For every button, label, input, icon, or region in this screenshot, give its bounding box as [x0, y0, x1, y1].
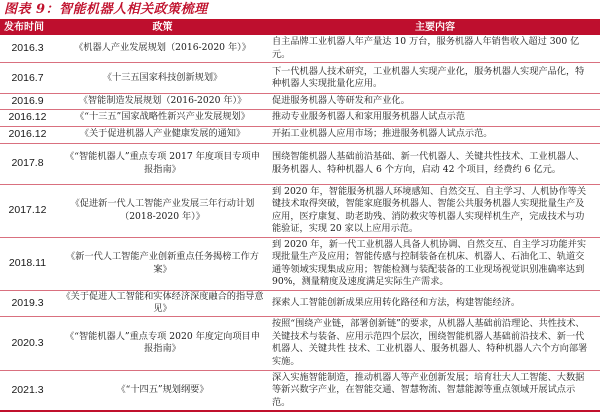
- table-row: [0, 143, 600, 184]
- figure-title: 图表 9：智能机器人相关政策梳理: [4, 2, 208, 17]
- cell-policy: 《“智能机器人”重点专项 2017 年度项目专项申报指南》: [55, 143, 270, 184]
- cell-content: 深入实施智能制造，推动机器人等产业创新发展；培育壮大人工智能、大数据等新兴数字产业，在智能交通、智慧物流、智慧能源等重点领域开展试点示范。: [270, 370, 600, 411]
- cell-date: 2017.8: [0, 143, 55, 184]
- cell-policy: 《关于促进人工智能和实体经济深度融合的指导意见》: [55, 290, 270, 316]
- cell-date: 2016.12: [0, 109, 55, 126]
- cell-content: 下一代机器人技术研究，工业机器人实现产业化，服务机器人实现产品化，特种机器人实现批量化应用。: [270, 63, 600, 94]
- cell-content: 探索人工智能创新成果应用转化路径和方法，构建智能经济。: [270, 290, 600, 316]
- table-row: [0, 370, 600, 411]
- cell-date: 2018.11: [0, 237, 55, 290]
- table-row: [0, 35, 600, 63]
- cell-date: 2016.9: [0, 94, 55, 110]
- table-row: [0, 316, 600, 370]
- cell-date: 2019.3: [0, 290, 55, 316]
- table-row: [0, 109, 600, 126]
- table-row: [0, 237, 600, 290]
- table-row: [0, 184, 600, 237]
- cell-date: 2016.3: [0, 35, 55, 63]
- cell-date: 2020.3: [0, 316, 55, 370]
- cell-policy: 《“智能机器人”重点专项 2020 年度定向项目申报指南》: [55, 316, 270, 370]
- cell-policy: 《新一代人工智能产业创新重点任务揭榜工作方案》: [55, 237, 270, 290]
- table-row: [0, 94, 600, 110]
- table-row: [0, 126, 600, 143]
- cell-content: 按照“围绕产业链，部署创新链”的要求，从机器人基础前沿理论、共性技术、关键技术与装备、应用示范四个层次，围绕智能机器人基础前沿技术、新一代机器人、关键共性 技术、工业机器人、服务机器人、特种机器人六个方向部署实施。: [270, 316, 600, 370]
- cell-content: 围绕智能机器人基础前沿基础、新一代机器人、关键共性技术、工业机器人、服务机器人、特种机器人 6 个方向，启动 42 个项目，经费约 6 亿元。: [270, 143, 600, 184]
- cell-policy: 《“十三五”国家战略性新兴产业发展规划》: [55, 109, 270, 126]
- header-content: 主要内容: [270, 21, 600, 35]
- cell-date: 2017.12: [0, 184, 55, 237]
- cell-policy: 《智能制造发展规划（2016-2020 年）》: [55, 94, 270, 110]
- cell-policy: 《机器人产业发展规划（2016-2020 年）》: [55, 35, 270, 63]
- cell-date: 2016.12: [0, 126, 55, 143]
- header-policy: 政策: [55, 21, 270, 35]
- header-date: 发布时间: [0, 21, 55, 35]
- cell-policy: 《促进新一代人工智能产业发展三年行动计划（2018-2020 年）》: [55, 184, 270, 237]
- table-header-row: [0, 21, 600, 35]
- cell-content: 自主品牌工业机器人年产量达 10 万台，服务机器人年销售收入超过 300 亿元。: [270, 35, 600, 63]
- cell-content: 促进服务机器人等研发和产业化。: [270, 94, 600, 110]
- cell-date: 2021.3: [0, 370, 55, 411]
- policy-table: [0, 21, 600, 412]
- cell-content: 到 2020 年，新一代工业机器人具备人机协调、自然交互、自主学习功能并实现批量生产及应用；智能传感与控制装备在机床、机器人、石油化工、轨道交通等领域实现集成应用；智能检测与装配装备的工业现场视觉识别准确率达到 90%，测量精度及速度满足实际生产需求。: [270, 237, 600, 290]
- table-row: [0, 63, 600, 94]
- cell-content: 到 2020 年，智能服务机器人环境感知、自然交互、自主学习、人机协作等关键技术取得突破，智能家庭服务机器人、智能公共服务机器人实现批量生产及应用，医疗康复、助老助残、消防救灾等机器人实现样机生产，完成技术与功能验证，实现 20 家以上应用示范。: [270, 184, 600, 237]
- cell-policy: 《关于促进机器人产业健康发展的通知》: [55, 126, 270, 143]
- cell-policy: 《十三五国家科技创新规划》: [55, 63, 270, 94]
- cell-content: 开拓工业机器人应用市场；推进服务机器人试点示范。: [270, 126, 600, 143]
- cell-date: 2016.7: [0, 63, 55, 94]
- cell-content: 推动专业服务机器人和家用服务机器人试点示范: [270, 109, 600, 126]
- cell-policy: 《“十四五”规划纲要》: [55, 370, 270, 411]
- table-row: [0, 290, 600, 316]
